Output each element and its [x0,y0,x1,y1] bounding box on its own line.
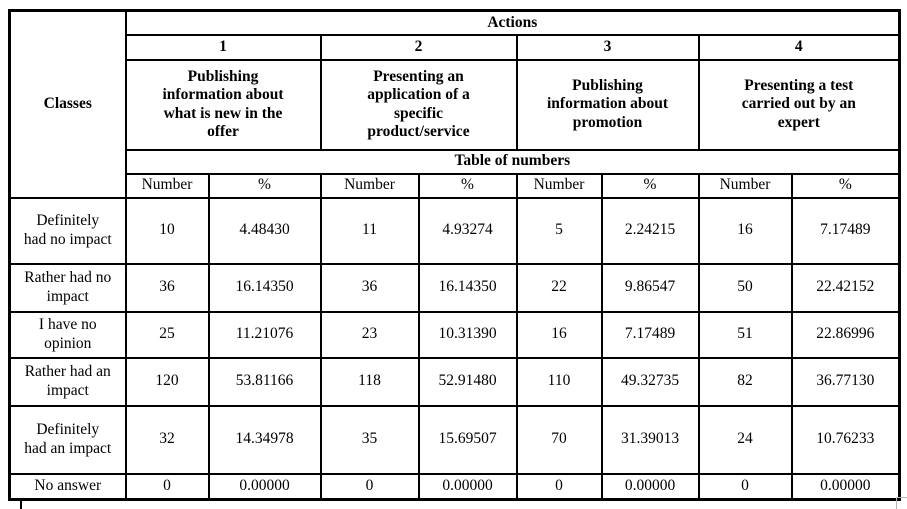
table-row [10,406,900,474]
row-label-text: Rather had no impact [24,269,112,305]
data-cell: 22 [517,264,602,312]
data-cell: 49.32735 [602,358,699,406]
data-cell: 110 [517,358,602,406]
row-label-text: Definitely had no impact [23,212,112,248]
data-cell: 10.76233 [792,406,900,474]
section-header-cell: Table of numbers [126,150,900,174]
data-cell: 16 [517,312,602,358]
data-cell: 7.17489 [602,312,699,358]
data-cell: 25 [126,312,209,358]
data-cell: 0.00000 [209,474,321,500]
data-cell: 11 [321,198,419,264]
row-label-text: I have no opinion [38,316,97,352]
column-header-cell: % [792,174,900,198]
group-number-cell: 1 [126,35,321,60]
data-cell: 22.86996 [792,312,900,358]
data-cell: 36.77130 [792,358,900,406]
data-cell: 14.34978 [209,406,321,474]
data-cell: 31.39013 [602,406,699,474]
data-cell: 52.91480 [419,358,517,406]
header-row-actions [10,11,900,35]
data-cell: 11.21076 [209,312,321,358]
data-cell: 2.24215 [602,198,699,264]
group-description-cell [321,60,517,150]
header-row-group-descriptions [10,60,900,150]
data-cell: 10 [126,198,209,264]
data-cell: 118 [321,358,419,406]
data-cell: 0.00000 [419,474,517,500]
group-description-cell [517,60,699,150]
data-cell: 0 [126,474,209,500]
row-label-text: Definitely had an impact [24,421,112,457]
group-description-text: Publishing information about promotion [547,77,668,131]
group-number-cell: 3 [517,35,699,60]
data-cell: 0 [517,474,602,500]
data-cell: 51 [699,312,792,358]
data-cell: 16 [699,198,792,264]
column-header-cell: Number [126,174,209,198]
table-row [10,358,900,406]
survey-table [8,9,901,501]
data-cell: 120 [126,358,209,406]
group-number-cell: 4 [699,35,900,60]
column-header-cell: Number [517,174,602,198]
data-cell: 0.00000 [602,474,699,500]
data-cell: 70 [517,406,602,474]
data-cell: 0.00000 [792,474,900,500]
cropped-corner-artifact [896,497,907,509]
classes-header-cell: Classes [10,11,126,198]
data-cell: 0 [321,474,419,500]
data-cell: 9.86547 [602,264,699,312]
row-label-cell [10,406,126,474]
data-cell: 16.14350 [209,264,321,312]
table-row [10,312,900,358]
data-cell: 24 [699,406,792,474]
group-number-cell: 2 [321,35,517,60]
data-cell: 50 [699,264,792,312]
table-row [10,264,900,312]
data-cell: 5 [517,198,602,264]
row-label-cell [10,198,126,264]
data-cell: 36 [126,264,209,312]
data-cell: 16.14350 [419,264,517,312]
data-cell: 36 [321,264,419,312]
column-header-cell: % [419,174,517,198]
column-header-cell: Number [321,174,419,198]
header-row-section [10,150,900,174]
group-description-cell [126,60,321,150]
column-header-cell: % [209,174,321,198]
row-label-text: No answer [34,477,102,495]
data-cell: 4.93274 [419,198,517,264]
data-cell: 10.31390 [419,312,517,358]
row-label-cell [10,264,126,312]
data-cell: 7.17489 [792,198,900,264]
row-label-cell [10,312,126,358]
actions-header-cell: Actions [126,11,900,35]
table-row [10,474,900,500]
column-header-cell: Number [699,174,792,198]
header-row-subheaders [10,174,900,198]
group-description-text: Publishing information about what is new in the offer [162,67,284,140]
group-description-text: Presenting an application of a specific product/service [367,67,470,140]
cropped-border-artifact [20,500,22,509]
group-description-cell [699,60,900,150]
data-cell: 32 [126,406,209,474]
header-row-group-numbers [10,35,900,60]
row-label-cell [10,358,126,406]
data-cell: 0 [699,474,792,500]
data-cell: 23 [321,312,419,358]
table-row [10,198,900,264]
column-header-cell: % [602,174,699,198]
data-cell: 82 [699,358,792,406]
group-description-text: Presenting a test carried out by an expert [741,77,856,131]
row-label-cell [10,474,126,500]
data-cell: 4.48430 [209,198,321,264]
data-cell: 35 [321,406,419,474]
data-cell: 15.69507 [419,406,517,474]
data-cell: 22.42152 [792,264,900,312]
row-label-text: Rather had an impact [24,363,111,399]
data-cell: 53.81166 [209,358,321,406]
